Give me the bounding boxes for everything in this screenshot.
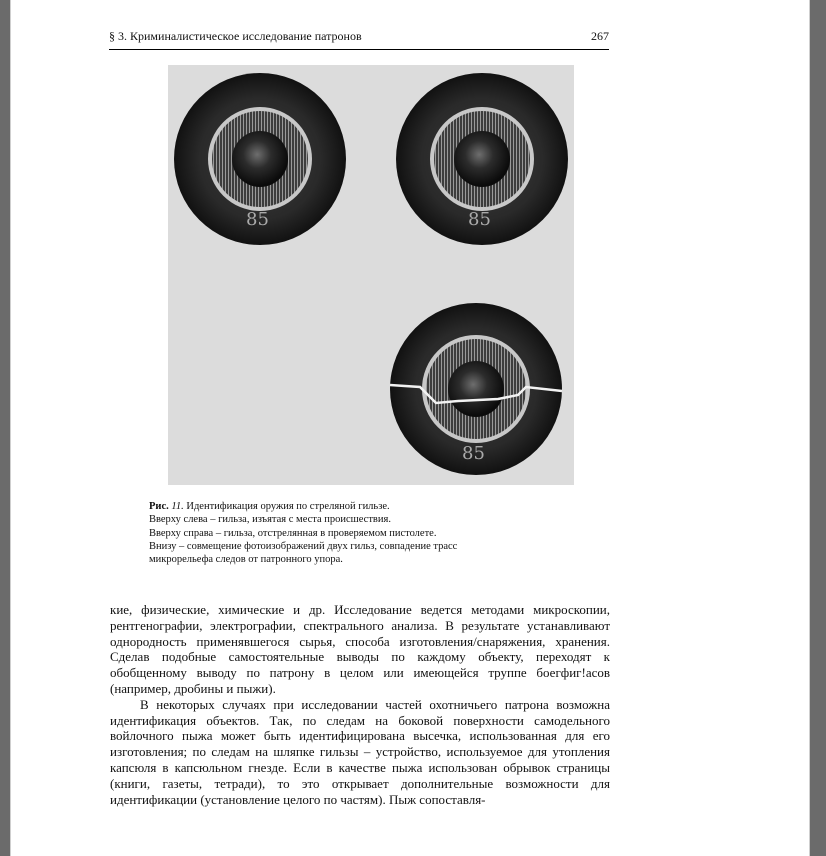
headstamp-text: 85	[246, 209, 269, 230]
headstamp-text: 85	[468, 209, 491, 230]
caption-title: Идентификация оружия по стреляной гильзе.	[186, 501, 390, 512]
document-page	[10, 0, 810, 856]
section-title: § 3. Криминалистическое исследование патронов	[109, 29, 362, 43]
figure-caption	[149, 500, 589, 566]
caption-number: 11.	[171, 501, 184, 512]
caption-label: Рис.	[149, 501, 169, 512]
paragraph: В некоторых случаях при исследовании частей охотничьего патрона возможна идентификация объектов. Так, по следам на боковой поверхности самодельного войлочного пыжа может быть идентифицирована высечка, использованная для его изготовления; по следам на шляпке гильзы – устройство, используемое для утопления капсюля в капсюльном гнезде. Если в качестве пыжа использован обрывок страницы (книги, газеты, тетради), то это открывает дополнительные возможности для идентификации (установление целого по частям). Пыж сопоставля-	[110, 696, 610, 807]
caption-line: микрорельефа следов от патронного упора.	[149, 554, 343, 566]
cartridge-bottom-overlay	[390, 303, 562, 475]
page-number: 267	[591, 29, 609, 43]
headstamp-text: 85	[462, 443, 485, 464]
caption-line: Вверху справа – гильза, отстрелянная в проверяемом пистолете.	[149, 527, 437, 539]
paragraph: кие, физические, химические и др. Исследование ведется методами микроскопии, рентгенографии, электрографии, спектрального анализа. В результате устанавливают однородность применявшегося сырья, способа изготовления/снаряжения, хранения. Сделав подобные самостоятельные выводы по каждому объекту, переходят к обобщенному выводу по патрону в целом или имеющейся труппе боегфиг!асов (например, дробины и пыжи).	[110, 602, 610, 696]
cartridge-top-right	[396, 73, 568, 245]
running-header	[109, 29, 609, 50]
cartridge-head-photo-icon	[168, 65, 574, 485]
cartridge-top-left	[174, 73, 346, 245]
cartridge-figure	[168, 65, 574, 485]
caption-line: Внизу – совмещение фотоизображений двух гильз, совпадение трасс	[149, 540, 458, 552]
body-text	[110, 602, 610, 807]
caption-line: Вверху слева – гильза, изъятая с места происшествия.	[149, 514, 391, 526]
